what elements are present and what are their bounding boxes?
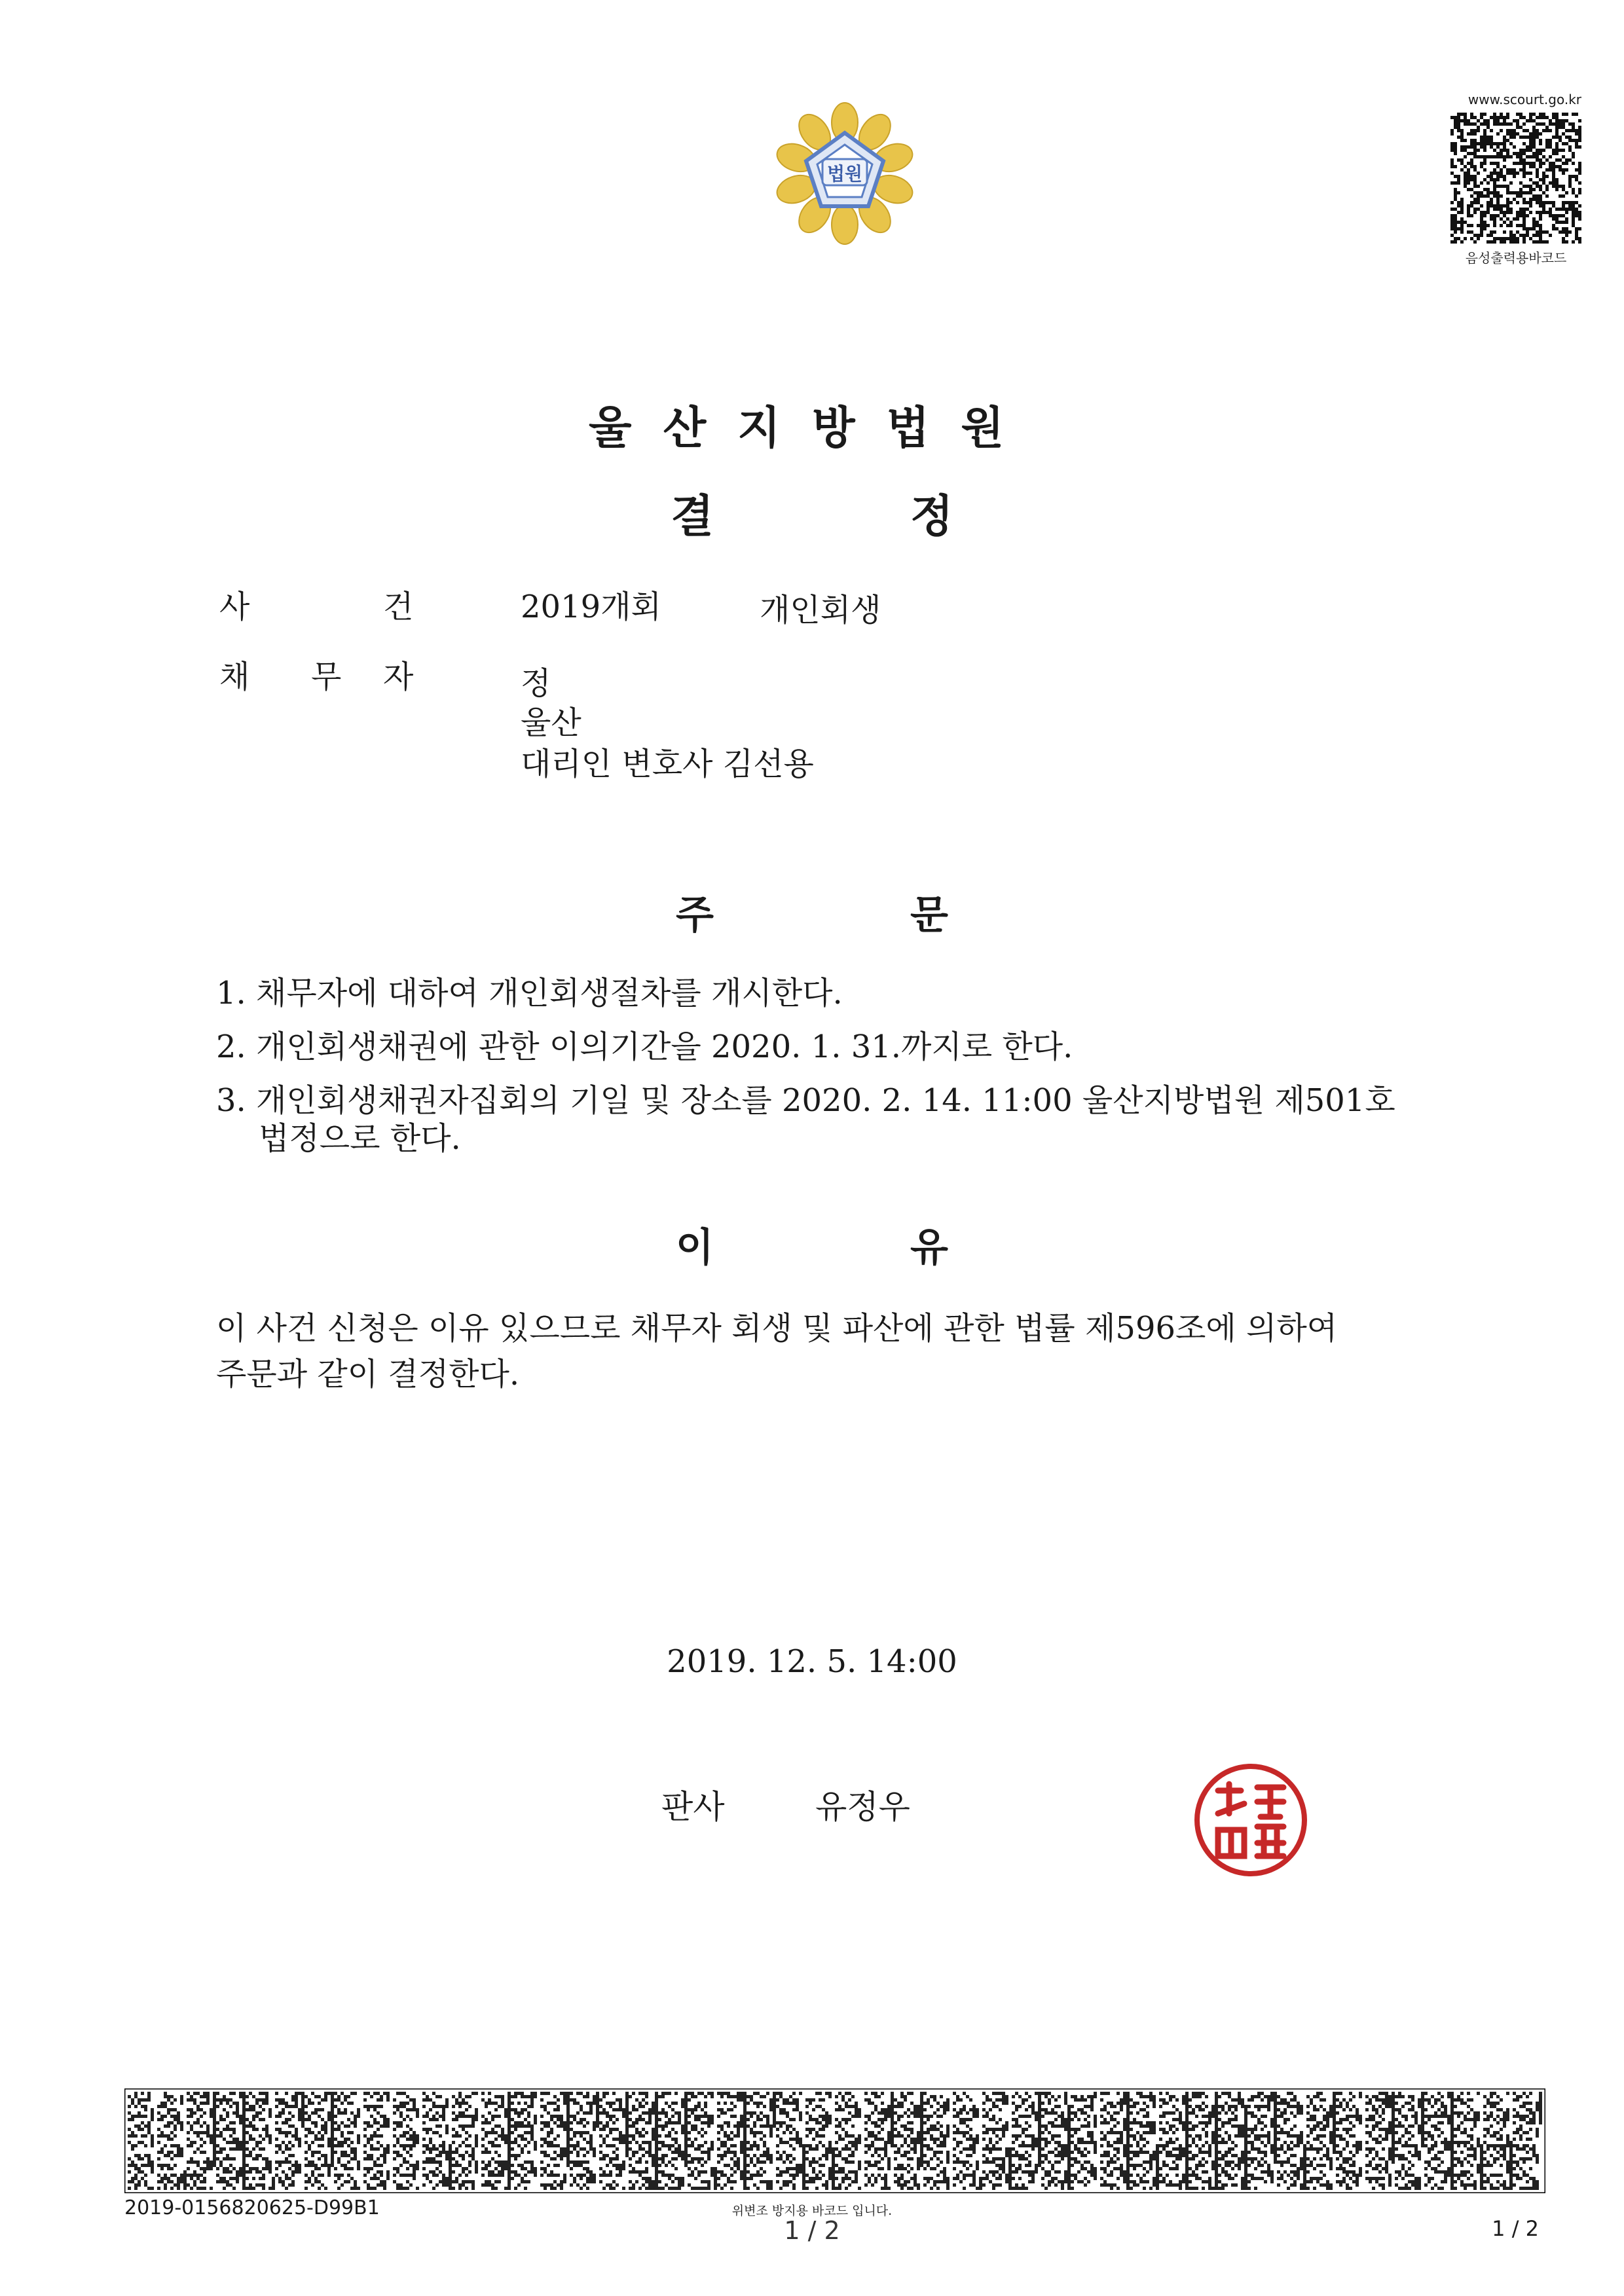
order-item: 2. 개인회생채권에 관한 이의기간을 2020. 1. 31.까지로 한다. — [216, 1029, 1073, 1065]
order-item: 법정으로 한다. — [259, 1120, 461, 1157]
emblem-text: 법원 — [826, 163, 863, 185]
debtor-address: 울산 — [521, 704, 581, 741]
document-title-right: 정 — [910, 491, 953, 543]
document-title — [0, 481, 1624, 545]
reason-heading: 이 유 — [676, 1225, 948, 1271]
debtor-label: 채 무 자 — [219, 659, 414, 695]
document-title-left: 결 — [671, 491, 714, 543]
order-item: 3. 개인회생채권자집회의 기일 및 장소를 2020. 2. 14. 11:00 울산지방법원 제501호 — [216, 1082, 1395, 1119]
case-type: 개인회생 — [760, 592, 881, 629]
judge-seal-stamp — [1192, 1761, 1310, 1879]
page-number-center: 1 / 2 — [784, 2216, 840, 2245]
order-heading: 주 문 — [676, 892, 948, 938]
court-name: 울산지방법원 — [588, 403, 1036, 454]
qr-code-icon — [1450, 113, 1581, 244]
document-number: 2019-0156820625-D99B1 — [124, 2196, 380, 2219]
debtor-name: 정 — [521, 665, 551, 702]
judge-name: 유정우 — [815, 1788, 910, 1826]
reason-text: 이 사건 신청은 이유 있으므로 채무자 회생 및 파산에 관한 법률 제596조에 의하여 — [216, 1310, 1338, 1347]
voice-output-barcode — [1450, 92, 1581, 266]
case-number: 2019개회 — [521, 589, 661, 625]
page-number-right: 1 / 2 — [1492, 2216, 1539, 2241]
case-label: 사 건 — [219, 589, 414, 625]
decision-date: 2019. 12. 5. 14:00 — [667, 1643, 957, 1680]
qr-caption: 음성출력용바코드 — [1465, 250, 1567, 266]
order-item: 1. 채무자에 대하여 개인회생절차를 개시한다. — [216, 975, 843, 1011]
court-emblem-logo — [769, 98, 920, 249]
qr-url: www.scourt.go.kr — [1467, 92, 1581, 107]
reason-text: 주문과 같이 결정한다. — [216, 1356, 520, 1393]
anti-forgery-barcode — [124, 2088, 1545, 2193]
judge-label: 판사 — [661, 1788, 725, 1826]
debtor-agent: 대리인 변호사 김선용 — [521, 746, 814, 782]
anti-forgery-note: 위변조 방지용 바코드 입니다. — [731, 2204, 893, 2218]
